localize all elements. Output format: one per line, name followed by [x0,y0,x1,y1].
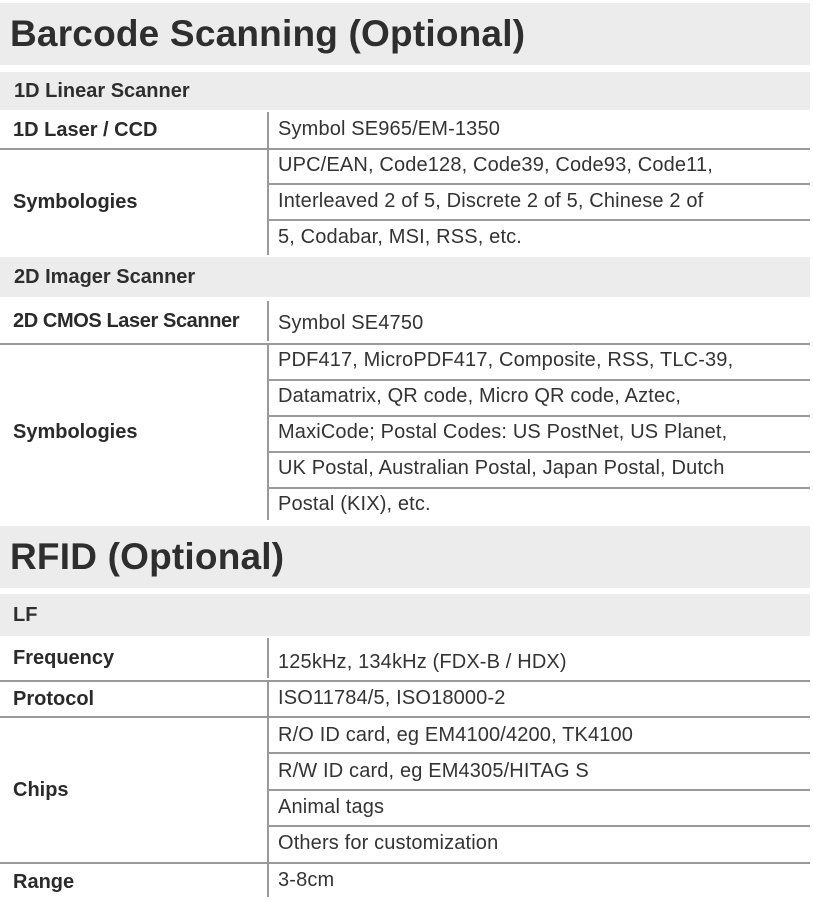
spec-label: 2D CMOS Laser Scanner [13,309,240,332]
column-divider [267,864,269,897]
spec-label: Range [13,870,75,893]
column-divider [267,345,269,520]
sub-row-divider [269,825,810,827]
spec-row-2d-cmos [0,301,810,341]
spec-value: UPC/EAN, Code128, Code39, Code93, Code11, [278,154,713,176]
spec-label: Frequency [13,646,115,669]
barcode-section-title: Barcode Scanning (Optional) [0,3,810,65]
spec-value: R/O ID card, eg EM4100/4200, TK4100 [278,724,634,746]
sub-row-divider [269,451,810,453]
sub-row-divider [269,487,810,489]
spec-value: MaxiCode; Postal Codes: US PostNet, US Planet, [278,421,728,443]
linear-scanner-header: 1D Linear Scanner [0,72,810,110]
spec-row-1d-laser [0,112,810,148]
spec-value: Datamatrix, QR code, Micro QR code, Aztec, [278,385,682,407]
spec-row-1d-symbologies [0,150,810,255]
spec-value: Symbol SE965/EM-1350 [278,118,501,140]
spec-value: Symbol SE4750 [278,312,424,334]
lf-header: LF [0,594,810,636]
spec-value: ISO11784/5, ISO18000-2 [278,687,506,709]
column-divider [267,638,269,678]
spec-row-chips [0,718,810,862]
spec-value: R/W ID card, eg EM4305/HITAG S [278,760,589,782]
spec-value: Postal (KIX), etc. [278,493,431,515]
spec-row-frequency [0,638,810,678]
sub-row-divider [269,219,810,221]
column-divider [267,682,269,716]
sub-row-divider [269,183,810,185]
spec-row-protocol [0,682,810,716]
spec-value: UK Postal, Australian Postal, Japan Postal, Dutch [278,457,725,479]
rfid-section-title: RFID (Optional) [0,526,810,588]
spec-value: Interleaved 2 of 5, Discrete 2 of 5, Chinese 2 of [278,190,704,212]
spec-label: Protocol [13,687,95,710]
spec-label: 1D Laser / CCD [13,118,158,141]
column-divider [267,301,269,341]
column-divider [267,112,269,148]
column-divider [267,150,269,255]
spec-label: Chips [13,778,69,801]
spec-value: PDF417, MicroPDF417, Composite, RSS, TLC-39, [278,349,734,371]
spec-row-range [0,864,810,900]
spec-value: 125kHz, 134kHz (FDX-B / HDX) [278,651,567,673]
spec-value: Others for customization [278,832,499,854]
spec-label: Symbologies [13,191,138,213]
spec-value: 5, Codabar, MSI, RSS, etc. [278,226,523,248]
spec-label: Symbologies [13,421,138,443]
sub-row-divider [269,415,810,417]
sub-row-divider [269,379,810,381]
spec-row-2d-symbologies [0,345,810,520]
spec-value: Animal tags [278,796,385,818]
sub-row-divider [269,752,810,754]
sub-row-divider [269,789,810,791]
imager-scanner-header: 2D Imager Scanner [0,257,810,297]
spec-value: 3-8cm [278,869,335,891]
